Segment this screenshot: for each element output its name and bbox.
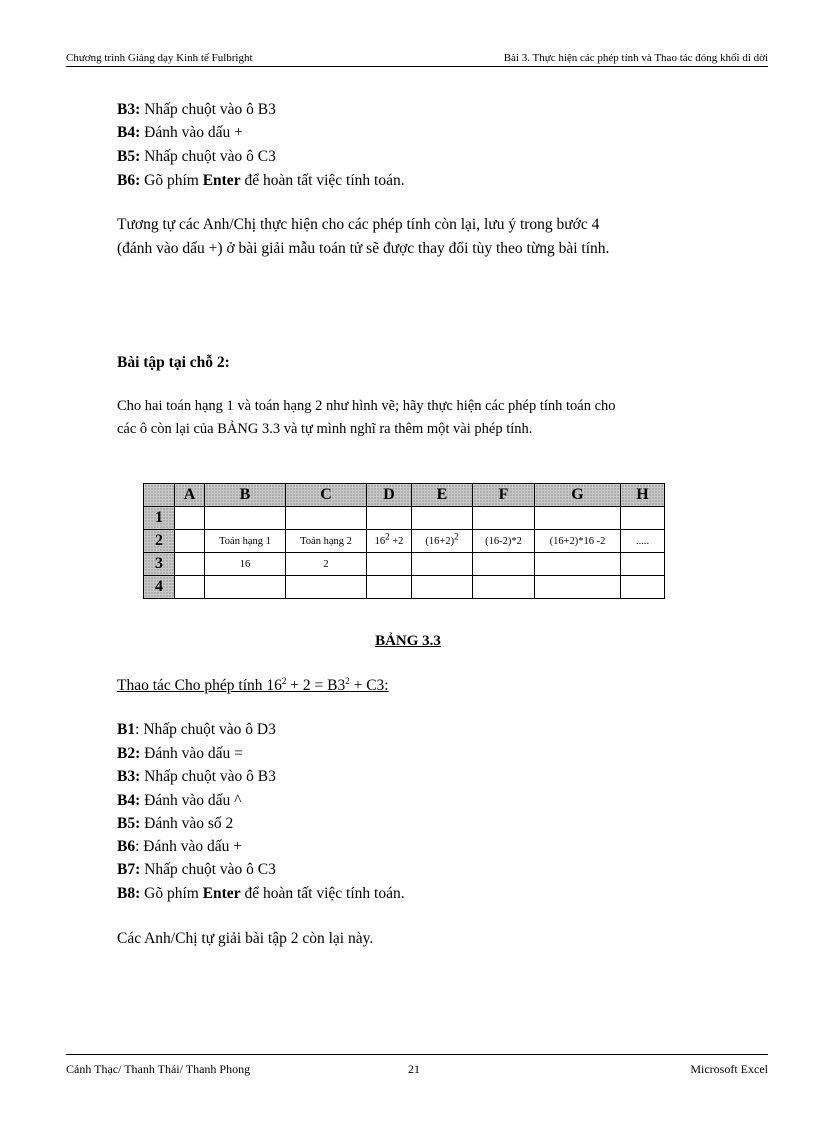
step-top-b6: B6: Gõ phím Enter để hoàn tất việc tính toán.	[117, 172, 405, 189]
cell-c3: 2	[286, 553, 367, 576]
step-bottom-b8: B8: Gõ phím Enter để hoàn tất việc tính toán.	[117, 885, 405, 902]
exercise-line-2: các ô còn lại của BẢNG 3.3 và tự mình nghĩ ra thêm một vài phép tính.	[117, 421, 533, 437]
col-header-b: B	[205, 484, 286, 507]
cell-e3	[412, 553, 473, 576]
step-bottom-b5: B5: Đánh vào số 2	[117, 815, 234, 832]
exercise-line-1: Cho hai toán hạng 1 và toán hạng 2 như hình vẽ; hãy thực hiện các phép tính toán cho	[117, 398, 616, 414]
cell-g3	[535, 553, 621, 576]
table-row	[144, 507, 665, 530]
cell-g1	[535, 507, 621, 530]
step-top-b3: B3: Nhấp chuột vào ô B3	[117, 101, 276, 118]
cell-a1	[175, 507, 205, 530]
cell-a2	[175, 530, 205, 553]
cell-a3	[175, 553, 205, 576]
cell-h1	[621, 507, 665, 530]
page-footer	[66, 1054, 768, 1080]
step-top-b5: B5: Nhấp chuột vào ô C3	[117, 148, 276, 165]
cell-d3	[367, 553, 412, 576]
cell-e1	[412, 507, 473, 530]
col-header-a: A	[175, 484, 205, 507]
step-bottom-b2: B2: Đánh vào dấu =	[117, 745, 243, 762]
header-right: Bài 3. Thực hiện các phép tính và Thao tác đóng khối di dời	[503, 52, 768, 64]
spreadsheet-table	[143, 483, 665, 599]
page-header	[66, 52, 768, 67]
cell-c2: Toán hạng 2	[286, 530, 367, 553]
header-left: Chương trình Giảng dạy Kinh tế Fulbright	[66, 52, 253, 64]
cell-f4	[473, 576, 535, 599]
cell-b3: 16	[205, 553, 286, 576]
cell-h2: .....	[621, 530, 665, 553]
cell-b1	[205, 507, 286, 530]
row-header-4: 4	[144, 576, 175, 599]
cell-d1	[367, 507, 412, 530]
cell-g4	[535, 576, 621, 599]
step-bottom-b6: B6: Đánh vào dấu +	[117, 838, 242, 855]
cell-e2: $(16+2)^2$	[412, 530, 473, 553]
step-bottom-b1: B1: Nhấp chuột vào ô D3	[117, 721, 276, 738]
cell-c1	[286, 507, 367, 530]
cell-d4	[367, 576, 412, 599]
row-header-2: 2	[144, 530, 175, 553]
table-row	[144, 576, 665, 599]
footer-title: Microsoft Excel	[690, 1062, 768, 1076]
cell-h3	[621, 553, 665, 576]
col-header-g: G	[535, 484, 621, 507]
cell-f2: (16-2)*2	[473, 530, 535, 553]
paragraph-line-1: Tương tự các Anh/Chị thực hiện cho các phép tính còn lại, lưu ý trong bước 4	[117, 216, 600, 233]
col-header-f: F	[473, 484, 535, 507]
row-header-3: 3	[144, 553, 175, 576]
column-header-row	[144, 484, 665, 507]
operation-title: Thao tác Cho phép tính $16^2 + 2 = B3^2 + C3$:	[117, 675, 389, 694]
col-header-c: C	[286, 484, 367, 507]
step-top-b4: B4: Đánh vào dấu +	[117, 124, 243, 141]
exercise-title: Bài tập tại chỗ 2:	[117, 354, 230, 371]
cell-b4	[205, 576, 286, 599]
cell-c4	[286, 576, 367, 599]
cell-b2: Toán hạng 1	[205, 530, 286, 553]
cell-g2: (16+2)*16 -2	[535, 530, 621, 553]
cell-f1	[473, 507, 535, 530]
col-header-h: H	[621, 484, 665, 507]
cell-d2: $16^2 +2$	[367, 530, 412, 553]
table-row	[144, 530, 665, 553]
col-header-e: E	[412, 484, 473, 507]
step-bottom-b3: B3: Nhấp chuột vào ô B3	[117, 768, 276, 785]
closing-line: Các Anh/Chị tự giải bài tập 2 còn lại này.	[117, 930, 374, 947]
step-bottom-b7: B7: Nhấp chuột vào ô C3	[117, 861, 276, 878]
cell-e4	[412, 576, 473, 599]
row-header-1: 1	[144, 507, 175, 530]
page-number: 21	[408, 1062, 420, 1076]
paragraph-line-2: (đánh vào dấu +) ở bài giải mẫu toán tử sẽ được thay đổi tùy theo từng bài tính.	[117, 240, 610, 257]
table-caption: BẢNG 3.3	[375, 633, 441, 649]
table-row	[144, 553, 665, 576]
footer-authors: Cảnh Thạc/ Thanh Thái/ Thanh Phong	[66, 1062, 251, 1076]
step-bottom-b4: B4: Đánh vào dấu ^	[117, 792, 242, 809]
cell-h4	[621, 576, 665, 599]
col-header-d: D	[367, 484, 412, 507]
cell-f3	[473, 553, 535, 576]
corner-cell	[144, 484, 175, 507]
cell-a4	[175, 576, 205, 599]
